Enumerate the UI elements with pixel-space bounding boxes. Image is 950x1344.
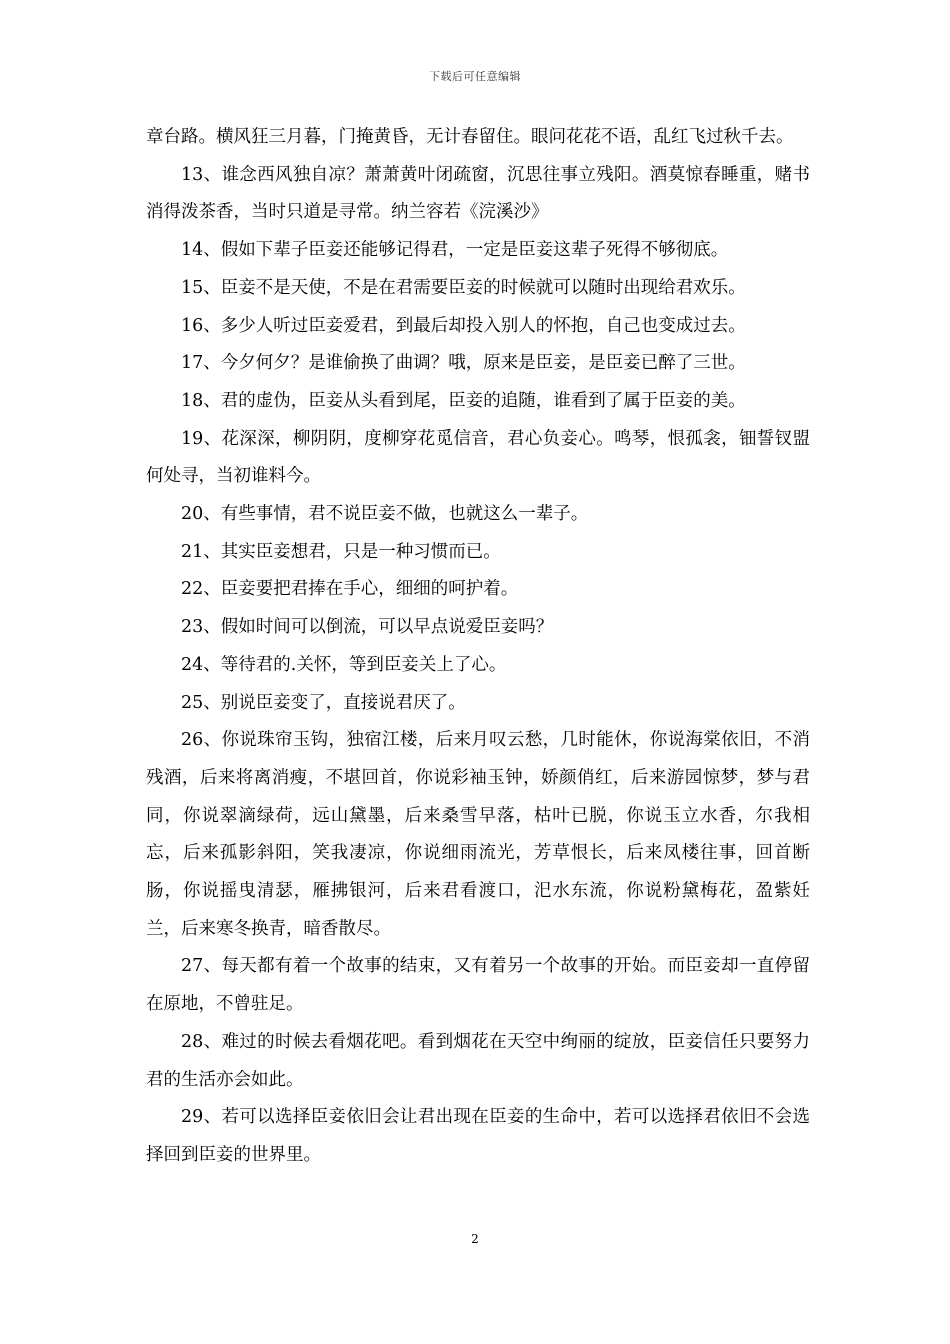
paragraph-23: 23、假如时间可以倒流，可以早点说爱臣妾吗？ [181, 617, 554, 638]
paragraph-22: 22、臣妾要把君捧在手心，细细的呵护着。 [181, 579, 519, 600]
paragraph-15: 15、臣妾不是天使，不是在君需要臣妾的时候就可以随时出现给君欢乐。 [181, 277, 746, 298]
paragraph-16: 16、多少人听过臣妾爱君，到最后却投入别人的怀抱，自己也变成过去。 [181, 315, 746, 336]
paragraph-29: 29、若可以选择臣妾依旧会让君出现在臣妾的生命中，若可以选择君依旧不会选择回到臣妾的世界里。 [146, 1107, 810, 1165]
page-number: 2 [471, 1232, 479, 1246]
paragraph-28: 28、难过的时候去看烟花吧。看到烟花在天空中绚丽的绽放，臣妾信任只要努力君的生活亦会如此。 [146, 1031, 810, 1090]
paragraph-14: 14、假如下辈子臣妾还能够记得君，一定是臣妾这辈子死得不够彻底。 [181, 240, 729, 261]
paragraph-continued: 章台路。横风狂三月暮，门掩黄昏，无计春留住。眼问花花不语，乱红飞过秋千去。 [146, 127, 794, 147]
paragraph-17: 17、今夕何夕？是谁偷换了曲调？哦，原来是臣妾，是臣妾已醉了三世。 [181, 353, 746, 374]
page-header: 下载后可任意编辑 [429, 70, 521, 83]
paragraph-13: 13、谁念西风独自凉？萧萧黄叶闭疏窗，沉思往事立残阳。酒莫惊春睡重，赌书消得泼茶香，当时只道是寻常。纳兰容若《浣溪沙》 [146, 164, 810, 223]
paragraph-25: 25、别说臣妾变了，直接说君厌了。 [181, 692, 466, 713]
paragraph-27: 27、每天都有着一个故事的结束，又有着另一个故事的开始。而臣妾却一直停留在原地，不曾驻足。 [146, 956, 810, 1015]
paragraph-24: 24、等待君的.关怀，等到臣妾关上了心。 [181, 654, 507, 675]
paragraph-18: 18、君的虚伪，臣妾从头看到尾，臣妾的追随，谁看到了属于臣妾的美。 [181, 390, 746, 411]
paragraph-21: 21、其实臣妾想君，只是一种习惯而已。 [181, 541, 501, 562]
paragraph-26: 26、你说珠帘玉钩，独宿江楼，后来月叹云愁，几时能休，你说海棠依旧，不消残酒，后来将离消瘦，不堪回首，你说彩袖玉钟，娇颜俏红，后来游园惊梦，梦与君同，你说翠滴绿荷，远山黛墨，后来桑雪早落，枯叶已脱，你说玉立水香，尔我相忘，后来孤影斜阳，笑我凄凉，你说细雨流光，芳草恨长，后来凤楼往事，回首断肠，你说摇曳清瑟，雁拂银河，后来君看渡口，汜水东流，你说粉黛梅花，盈紫妊兰，后来寒冬换青，暗香散尽。 [146, 730, 810, 939]
document-body [146, 119, 810, 1175]
paragraph-19: 19、花深深，柳阴阴，度柳穿花觅信音，君心负妾心。鸣琴，恨孤衾，钿誓钗盟何处寻，当初谁料今。 [146, 428, 810, 487]
paragraph-20: 20、有些事情，君不说臣妾不做，也就这么一辈子。 [181, 504, 589, 525]
